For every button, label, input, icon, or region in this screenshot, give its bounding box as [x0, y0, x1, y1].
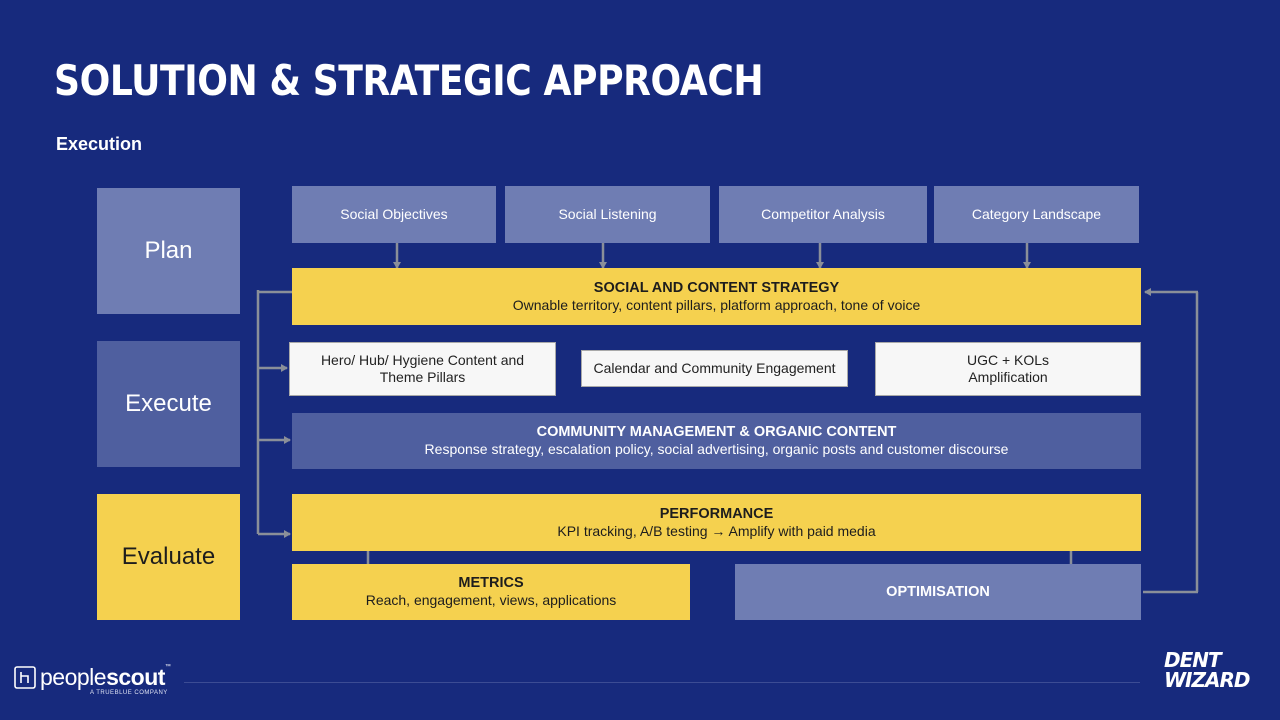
input-competitor-analysis — [719, 186, 927, 243]
input-category-landscape-label: Category Landscape — [971, 206, 1102, 222]
ugc-line1: UGC + KOLs — [966, 352, 1050, 368]
performance-heading: PERFORMANCE — [659, 505, 774, 522]
calendar-box — [581, 350, 848, 387]
input-social-objectives — [292, 186, 496, 243]
community-heading: COMMUNITY MANAGEMENT & ORGANIC CONTENT — [536, 424, 897, 440]
peoplescout-wordmark-light: people — [40, 664, 107, 690]
footer-divider — [184, 682, 1140, 683]
input-social-listening-label: Social Listening — [558, 206, 657, 222]
ugc-box — [875, 342, 1141, 396]
phase-execute-label: Execute — [125, 390, 212, 417]
optimisation-heading: OPTIMISATION — [886, 583, 990, 600]
strategy-box — [292, 268, 1141, 325]
optimisation-box — [735, 564, 1141, 620]
peoplescout-wordmark — [40, 664, 170, 691]
content-pillars-line2: Theme Pillars — [379, 369, 466, 385]
page-subtitle: Execution — [56, 134, 143, 154]
dent-wizard-line1: DENT — [1164, 648, 1221, 672]
dent-wizard-logo — [1164, 650, 1249, 690]
input-category-landscape — [934, 186, 1139, 243]
strategy-heading: SOCIAL AND CONTENT STRATEGY — [593, 279, 840, 296]
dent-wizard-line2: WIZARD — [1164, 668, 1250, 692]
content-pillars-box — [289, 342, 556, 396]
input-competitor-analysis-label: Competitor Analysis — [761, 206, 885, 222]
page-title: SOLUTION & STRATEGIC APPROACH — [54, 56, 764, 105]
ugc-line2: Amplification — [968, 369, 1048, 385]
community-box — [292, 413, 1141, 469]
input-social-listening — [505, 186, 710, 243]
calendar-label: Calendar and Community Engagement — [593, 360, 836, 376]
metrics-heading: METRICS — [458, 575, 524, 591]
content-pillars-line1: Hero/ Hub/ Hygiene Content and — [320, 352, 525, 368]
phase-evaluate-label: Evaluate — [121, 543, 216, 570]
metrics-detail: Reach, engagement, views, applications — [365, 592, 617, 608]
performance-box — [292, 494, 1141, 551]
community-detail: Response strategy, escalation policy, social advertising, organic posts and customer discourse — [424, 441, 1009, 457]
peoplescout-tagline: A TRUEBLUE COMPANY — [90, 690, 168, 696]
peoplescout-trademark: ™ — [164, 664, 171, 670]
metrics-box — [292, 564, 690, 620]
phase-plan-label: Plan — [144, 237, 193, 264]
performance-detail: KPI tracking, A/B testing → Amplify with paid media — [557, 522, 876, 539]
peoplescout-wordmark-bold: scout — [106, 664, 165, 690]
input-social-objectives-label: Social Objectives — [340, 206, 448, 222]
strategy-detail: Ownable territory, content pillars, platform approach, tone of voice — [512, 296, 921, 313]
